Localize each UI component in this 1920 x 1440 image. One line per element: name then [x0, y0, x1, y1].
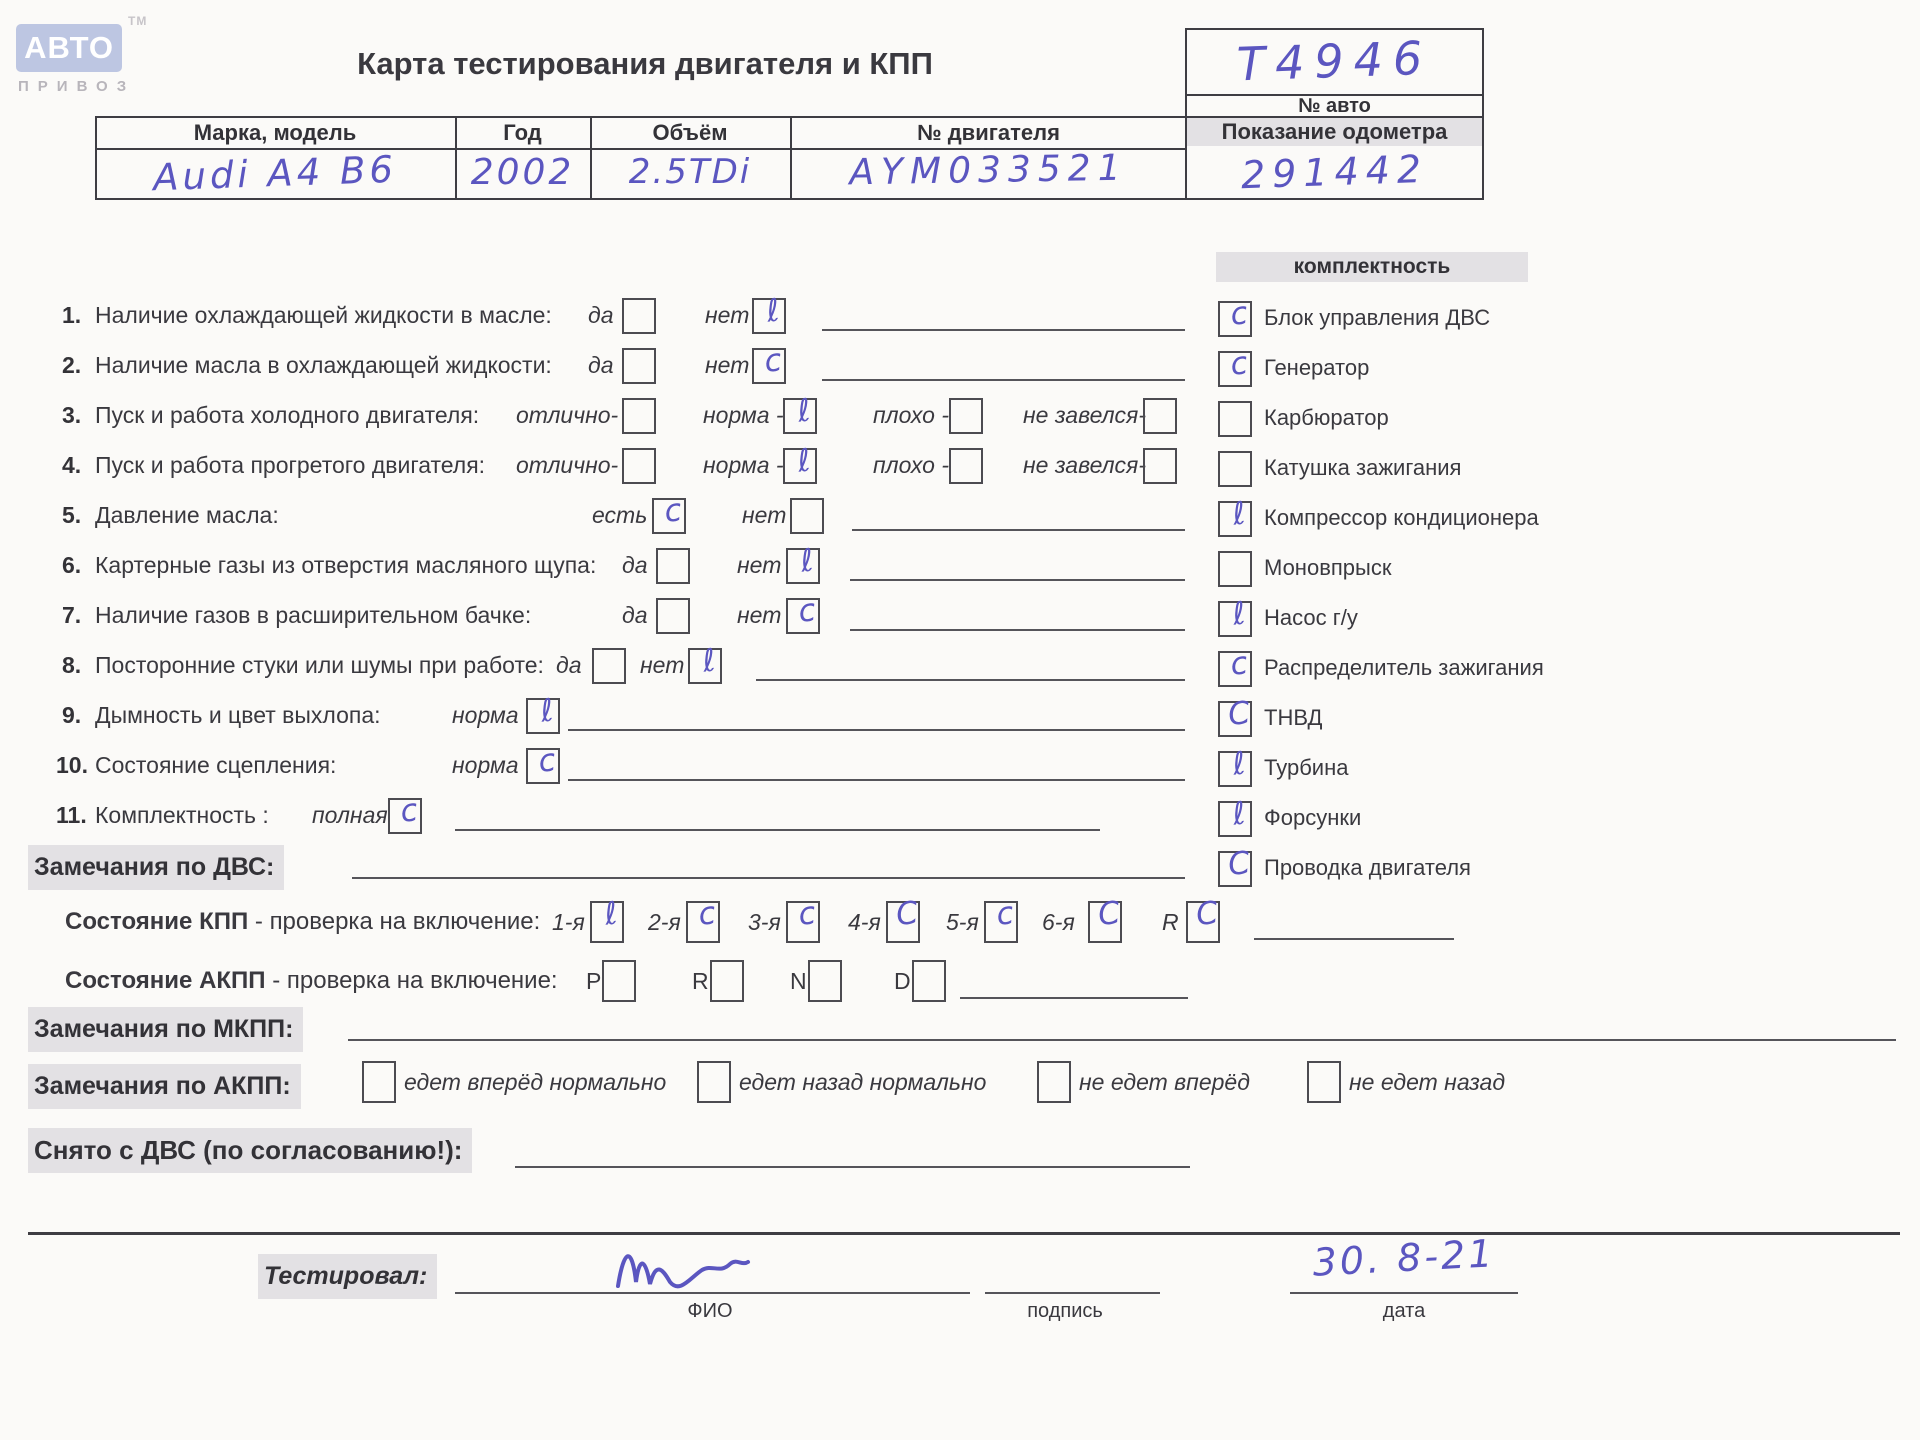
- checkbox-no-forward: [1037, 1061, 1071, 1103]
- checkmark: ϲ: [536, 742, 558, 780]
- dvs-remarks-label: Замечания по ДВС:: [28, 845, 284, 890]
- gear-label-6: 6-я: [1042, 909, 1075, 935]
- checkmark: [954, 389, 986, 393]
- item-label: Состояние сцепления:: [95, 752, 337, 778]
- check-row-9: [0, 692, 1920, 735]
- checkbox-bad: [949, 448, 983, 484]
- checkmark: [661, 589, 693, 593]
- item-number: 11.: [56, 802, 87, 828]
- option-label-excellent: отлично-: [516, 402, 619, 428]
- gear-checkbox-r: [1186, 894, 1220, 943]
- option-label-yes: да: [622, 552, 648, 578]
- checkmark: C: [1226, 694, 1252, 734]
- checkmark: [661, 539, 693, 543]
- signature-caption: подпись: [1027, 1300, 1103, 1322]
- checkbox-yes: [656, 598, 690, 634]
- option-label-no: нет: [640, 652, 685, 678]
- checkmark: ϲ: [1228, 645, 1250, 683]
- item-number: 5.: [62, 502, 82, 528]
- akpp-check-row: [0, 959, 1920, 1003]
- blank-line: [352, 877, 1185, 879]
- signature-line: [985, 1292, 1160, 1294]
- signature-dash: [948, 1292, 970, 1294]
- logo-brand-badge: АВТО: [16, 24, 122, 72]
- gear-label-2: 2-я: [648, 909, 681, 935]
- col-header-model: Марка, модель: [193, 120, 357, 145]
- check-row-10: [0, 742, 1920, 785]
- checkbox-norm: [526, 742, 560, 784]
- completeness-item-label: Проводка двигателя: [1264, 855, 1471, 880]
- item-label: Комплектность :: [95, 802, 269, 828]
- check-row-8: [0, 642, 1920, 685]
- blank-line: [568, 779, 1185, 781]
- option-label-yes: да: [622, 602, 648, 628]
- completeness-header: комплектность: [1216, 252, 1528, 282]
- checkbox-yes: [622, 348, 656, 384]
- col-header-volume: Объём: [652, 120, 728, 145]
- akpp-remarks-label: Замечания по АКПП:: [28, 1064, 301, 1109]
- checkmark: ϲ: [398, 792, 420, 830]
- option-label-norm: норма: [452, 752, 519, 778]
- item-label: Наличие масла в охлаждающей жидкости:: [95, 352, 552, 378]
- checkmark: [597, 639, 629, 643]
- item-number: 4.: [62, 452, 82, 478]
- option-label-full: полная: [312, 802, 388, 828]
- item-number: 2.: [62, 352, 82, 378]
- fio-caption: ФИО: [687, 1300, 733, 1322]
- checkbox-excellent: [622, 398, 656, 434]
- checkmark: [607, 951, 639, 955]
- date-caption: дата: [1382, 1300, 1426, 1322]
- completeness-item-label: ТНВД: [1264, 705, 1323, 730]
- option-label-yes: да: [556, 652, 582, 678]
- checkbox-no: [688, 642, 722, 684]
- checkmark: [1148, 389, 1180, 393]
- checkmark: ϲ: [1228, 295, 1250, 333]
- item-number: 9.: [62, 702, 82, 728]
- completeness-item-label: Распределитель зажигания: [1264, 655, 1544, 680]
- option-label-bad: плохо -: [873, 452, 949, 478]
- engine-no-value: AYM033521: [849, 147, 1128, 194]
- gear-checkbox-n: [808, 960, 842, 1002]
- option-label-bad: плохо -: [873, 402, 949, 428]
- checkbox-no-backward: [1307, 1061, 1341, 1103]
- check-row-2: [0, 342, 1920, 385]
- removed-label: Снято с ДВС (по согласованию!):: [28, 1128, 472, 1173]
- checkbox-norm: [783, 392, 817, 434]
- checkbox-no-start: [1143, 448, 1177, 484]
- checkmark: ℓ: [602, 895, 620, 933]
- gear-checkbox-4: [886, 894, 920, 943]
- volume-value: 2.5TDi: [628, 152, 752, 192]
- date-line: [1290, 1292, 1518, 1294]
- option-label-norm: норма -: [703, 402, 784, 428]
- checkmark: ℓ: [798, 542, 816, 580]
- item-number: 8.: [62, 652, 82, 678]
- checkbox-no: [752, 342, 786, 384]
- completeness-item-label: Генератор: [1264, 355, 1370, 380]
- option-label-yes: да: [588, 352, 614, 378]
- gear-checkbox-r: [710, 960, 744, 1002]
- akpp-label: [65, 959, 558, 1003]
- blank-line: [348, 1039, 1896, 1041]
- checkmark: ℓ: [1230, 495, 1248, 533]
- option-label-present: есть: [592, 502, 648, 528]
- option-drives-forward: едет вперёд нормально: [404, 1069, 667, 1095]
- checkbox-no: [790, 498, 824, 534]
- kpp-label-rest: - проверка на включение:: [248, 908, 541, 935]
- checkbox-no: [786, 592, 820, 634]
- checkmark: ϲ: [696, 895, 718, 933]
- check-row-3: [0, 392, 1920, 435]
- item-label: Пуск и работа прогретого двигателя:: [95, 452, 486, 478]
- gear-label-5: 5-я: [946, 909, 979, 935]
- checkmark: C: [1226, 844, 1252, 884]
- blank-line: [822, 329, 1185, 331]
- checkmark: [627, 389, 659, 393]
- kpp-label-bold: Состояние КПП: [65, 908, 249, 935]
- checkbox-full: [388, 792, 422, 834]
- dvs-remarks-row: [0, 843, 1920, 883]
- checkmark: [627, 439, 659, 443]
- checkmark: [715, 951, 747, 955]
- auto-number-label: № авто: [1298, 95, 1371, 117]
- autoprivoz-logo: [0, 0, 220, 110]
- checkmark: C: [894, 894, 920, 934]
- item-label: Наличие газов в расширительном бачке:: [95, 602, 532, 628]
- logo-subtitle: ПРИВОЗ: [18, 78, 136, 95]
- option-no-forward: не едет вперёд: [1079, 1069, 1250, 1095]
- option-label-no-start: не завелся-: [1023, 452, 1147, 478]
- checkmark: [1148, 439, 1180, 443]
- checkmark: [702, 1052, 734, 1056]
- blank-line: [850, 629, 1185, 631]
- checkmark: [813, 951, 845, 955]
- checkbox-yes: [592, 648, 626, 684]
- checkmark: [1312, 1052, 1344, 1056]
- item-number: 1.: [62, 302, 82, 328]
- gear-label-4: 4-я: [848, 909, 881, 935]
- checkmark: [795, 489, 827, 493]
- col-header-engine-no: № двигателя: [917, 120, 1060, 145]
- gear-checkbox-5: [984, 895, 1018, 943]
- completeness-item-label: Компрессор кондиционера: [1264, 505, 1539, 530]
- tester-signature-scribble: [590, 1236, 810, 1296]
- checkmark: C: [1194, 894, 1220, 934]
- footer-row: [0, 1250, 1920, 1296]
- blank-line: [1254, 938, 1454, 940]
- checkbox-drives-backward: [697, 1061, 731, 1103]
- option-label-no: нет: [737, 602, 782, 628]
- blank-line: [455, 829, 1100, 831]
- gear-label-1: 1-я: [552, 909, 585, 935]
- mkpp-remarks-row: [0, 1005, 1920, 1045]
- item-label: Картерные газы из отверстия масляного щупа:: [95, 552, 597, 578]
- blank-line: [852, 529, 1185, 531]
- auto-number-value: Т4946: [1236, 30, 1433, 92]
- checkmark: ℓ: [700, 642, 718, 680]
- checkbox-no: [786, 542, 820, 584]
- blank-line: [568, 729, 1185, 731]
- mkpp-remarks-label: Замечания по МКПП:: [28, 1007, 303, 1052]
- gear-label-3: 3-я: [748, 909, 781, 935]
- checkmark: ℓ: [795, 392, 813, 430]
- gear-label-d: D: [894, 968, 911, 994]
- option-label-no: нет: [705, 352, 750, 378]
- odometer-value: 291442: [1240, 146, 1429, 198]
- checkbox-present: [652, 492, 686, 534]
- blank-line: [756, 679, 1185, 681]
- option-label-yes: да: [588, 302, 614, 328]
- item-number: 6.: [62, 552, 82, 578]
- completeness-item-label: Катушка зажигания: [1264, 455, 1462, 480]
- gear-checkbox-1: [590, 895, 624, 943]
- checkmark: ℓ: [1230, 745, 1248, 783]
- logo-tm-mark: ТМ: [128, 14, 148, 28]
- removed-row: [0, 1126, 1920, 1172]
- gear-label-p: P: [586, 968, 602, 994]
- year-value: 2002: [470, 152, 575, 193]
- checkmark: [1042, 1052, 1074, 1056]
- checkbox-norm: [783, 442, 817, 484]
- blank-line: [515, 1166, 1190, 1168]
- date-value: 30. 8-21: [1311, 1231, 1497, 1285]
- model-value: Audi A4 B6: [152, 147, 398, 200]
- check-row-4: [0, 442, 1920, 485]
- option-label-no-start: не завелся-: [1023, 402, 1147, 428]
- checkbox-no: [752, 292, 786, 334]
- item-label: Пуск и работа холодного двигателя:: [95, 402, 480, 428]
- option-label-excellent: отлично-: [516, 452, 619, 478]
- option-drives-backward: едет назад нормально: [739, 1069, 987, 1095]
- checkmark: C: [1096, 894, 1122, 934]
- gear-checkbox-p: [602, 960, 636, 1002]
- gear-checkbox-d: [912, 960, 946, 1002]
- completeness-item-label: Карбюратор: [1264, 405, 1389, 430]
- checkbox-norm: [526, 692, 560, 734]
- kpp-check-row: [0, 894, 1920, 944]
- item-label: Наличие охлаждающей жидкости в масле:: [95, 302, 552, 328]
- checkbox-yes: [622, 298, 656, 334]
- checkmark: ϲ: [662, 492, 684, 530]
- checkmark: [954, 439, 986, 443]
- option-no-backward: не едет назад: [1349, 1069, 1506, 1095]
- checkmark: ℓ: [1230, 795, 1248, 833]
- completeness-item-label: Моновпрыск: [1264, 555, 1392, 580]
- kpp-label: [65, 900, 540, 944]
- checkbox-excellent: [622, 448, 656, 484]
- item-number: 10.: [56, 752, 88, 778]
- section-divider: [28, 1232, 1900, 1235]
- checkmark: [367, 1052, 399, 1056]
- check-row-11: [0, 792, 1920, 835]
- akpp-label-rest: - проверка на включение:: [265, 967, 558, 994]
- gear-label-n: N: [790, 968, 807, 994]
- check-row-5: [0, 492, 1920, 535]
- option-label-no: нет: [742, 502, 787, 528]
- blank-line: [960, 997, 1188, 999]
- checkbox-bad: [949, 398, 983, 434]
- checkmark: ϲ: [1228, 345, 1250, 383]
- option-label-no: нет: [705, 302, 750, 328]
- check-row-6: [0, 542, 1920, 585]
- check-row-7: [0, 592, 1920, 635]
- checkmark: ℓ: [764, 292, 782, 330]
- completeness-item-label: Насос г/у: [1264, 605, 1358, 630]
- checkmark: ϲ: [994, 895, 1016, 933]
- col-header-year: Год: [503, 120, 542, 145]
- item-number: 7.: [62, 602, 82, 628]
- col-header-odometer: Показание одометра: [1187, 118, 1482, 146]
- gear-label-r: R: [692, 968, 709, 994]
- tested-by-label: Тестировал:: [258, 1254, 437, 1299]
- completeness-item-label: Турбина: [1264, 755, 1349, 780]
- checkmark: ℓ: [1230, 595, 1248, 633]
- akpp-remarks-row: [0, 1060, 1920, 1104]
- gear-checkbox-2: [686, 895, 720, 943]
- item-label: Посторонние стуки или шумы при работе:: [95, 652, 544, 678]
- checkmark: [627, 339, 659, 343]
- completeness-item-label: Форсунки: [1264, 805, 1362, 830]
- item-number: 3.: [62, 402, 82, 428]
- akpp-label-bold: Состояние АКПП: [65, 967, 266, 994]
- option-label-no: нет: [737, 552, 782, 578]
- blank-line: [822, 379, 1185, 381]
- checkmark: [627, 289, 659, 293]
- gear-label-r: R: [1162, 909, 1179, 935]
- checkmark: ℓ: [795, 442, 813, 480]
- checkbox-yes: [656, 548, 690, 584]
- checkmark: ϲ: [762, 342, 784, 380]
- checkbox-no-start: [1143, 398, 1177, 434]
- completeness-item-label: Блок управления ДВС: [1264, 305, 1491, 330]
- option-label-norm: норма: [452, 702, 519, 728]
- gear-checkbox-3: [786, 895, 820, 943]
- page-title: Карта тестирования двигателя и КПП: [357, 46, 933, 81]
- item-label: Давление масла:: [95, 502, 279, 528]
- checkmark: ℓ: [538, 692, 556, 730]
- option-label-norm: норма -: [703, 452, 784, 478]
- item-label: Дымность и цвет выхлопа:: [95, 702, 381, 728]
- checkmark: ϲ: [796, 592, 818, 630]
- gear-checkbox-6: [1088, 894, 1122, 943]
- blank-line: [850, 579, 1185, 581]
- checkmark: [917, 951, 949, 955]
- check-row-1: [0, 292, 1920, 335]
- checkbox-drives-forward: [362, 1061, 396, 1103]
- checkmark: ϲ: [796, 895, 818, 933]
